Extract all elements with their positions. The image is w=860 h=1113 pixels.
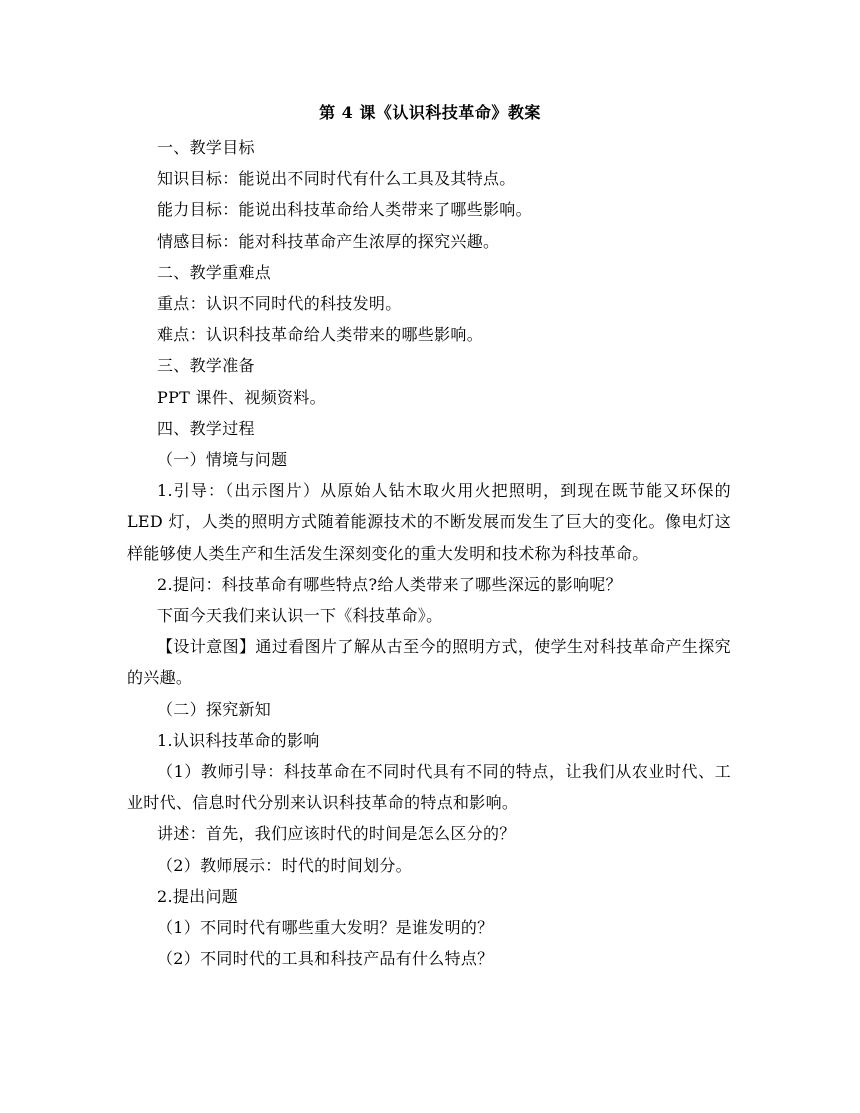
paragraph-introduction: 1.引导：（出示图片）从原始人钻木取火用火把照明，到现在既节能又环保的 LED 灯，人类的照明方式随着能源技术的不断发展而发生了巨大的变化。像电灯这样能够使人类生产和生活发生深刻变化的重大发明和技术称为科技革命。 [127,481,731,563]
section-heading-key-points: 二、教学重难点 [157,262,272,282]
paragraph-knowledge-goal: 知识目标：能说出不同时代有什么工具及其特点。 [157,169,516,189]
paragraph-step-2: 2.提出问题 [157,886,239,906]
paragraph-teacher-show: （2）教师展示：时代的时间划分。 [157,855,412,875]
paragraph-emotion-goal: 情感目标：能对科技革命产生浓厚的探究兴趣。 [157,231,500,251]
subsection-heading-explore: （二）探究新知 [157,699,272,719]
paragraph-question-1: （1）不同时代有哪些重大发明？是谁发明的？ [157,918,494,938]
paragraph-materials: PPT 课件、视频资料。 [157,387,326,407]
paragraph-step-1: 1.认识科技革命的影响 [157,730,320,750]
section-heading-objectives: 一、教学目标 [157,138,255,157]
document-title: 第 4 课《认识科技革命》教案 [319,103,541,122]
paragraph-ability-goal: 能力目标：能说出科技革命给人类带来了哪些影响。 [157,200,532,220]
subsection-heading-situation: （一）情境与问题 [157,450,288,470]
section-heading-preparation: 三、教学准备 [157,356,255,376]
section-heading-process: 四、教学过程 [157,418,255,438]
document-body [127,132,731,974]
paragraph-teacher-guide: （1）教师引导：科技革命在不同时代具有不同的特点，让我们从农业时代、工业时代、信息时代分别来认识科技革命的特点和影响。 [127,762,731,813]
paragraph-transition: 下面今天我们来认识一下《科技革命》。 [157,606,443,626]
paragraph-question-2: （2）不同时代的工具和科技产品有什么特点？ [157,949,494,969]
paragraph-design-intent: 【设计意图】通过看图片了解从古至今的照明方式，使学生对科技革命产生探究的兴趣。 [127,637,731,688]
paragraph-narration: 讲述：首先，我们应该时代的时间是怎么区分的？ [157,824,516,844]
paragraph-key-point: 重点：认识不同时代的科技发明。 [157,294,402,314]
paragraph-question: 2.提问：科技革命有哪些特点?给人类带来了哪些深远的影响呢？ [157,574,622,594]
paragraph-difficulty: 难点：认识科技革命给人类带来的哪些影响。 [157,325,484,345]
